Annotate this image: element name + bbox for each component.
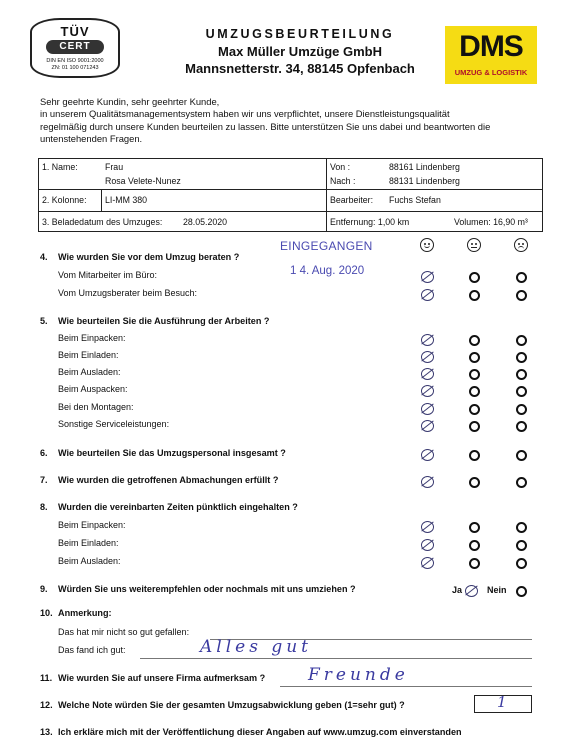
rating-radio[interactable] <box>516 290 527 301</box>
rating-radio[interactable] <box>469 522 480 533</box>
intro-line-2: in unserem Qualitätsmanagementsystem haben wir uns verpflichtet, unsere Dienstleistungsqualität <box>40 108 450 120</box>
company-address: Mannsnetterstr. 34, 88145 Opfenbach <box>185 61 415 76</box>
rating-radio[interactable] <box>469 421 480 432</box>
beladedatum-label: 3. Beladedatum des Umzuges: <box>42 217 163 227</box>
question-number: 4. <box>40 252 48 262</box>
tuv-logo-text: TÜV <box>60 24 90 39</box>
bearbeiter-label: Bearbeiter: <box>330 195 374 205</box>
table-divider <box>101 189 102 211</box>
tuv-cert-band: CERT <box>46 40 104 54</box>
q5-sub-auspacken: Beim Auspacken: <box>58 384 128 394</box>
rating-radio[interactable] <box>469 540 480 551</box>
grade-box[interactable] <box>474 695 532 713</box>
customer-name: Rosa Velete-Nunez <box>105 176 181 186</box>
q5-sub-einpacken: Beim Einpacken: <box>58 333 126 343</box>
tuv-iso-line: DIN EN ISO 9001:2000 <box>46 58 104 64</box>
rating-radio[interactable] <box>516 352 527 363</box>
question-number: 11. <box>40 673 53 683</box>
von-value: 88161 Lindenberg <box>389 162 460 172</box>
rating-radio[interactable] <box>469 290 480 301</box>
rating-checkmark[interactable] <box>421 289 434 301</box>
rating-checkmark[interactable] <box>421 368 434 380</box>
rating-radio[interactable] <box>469 335 480 346</box>
question-text: Wie wurden Sie vor dem Umzug beraten ? <box>58 252 240 262</box>
q8-sub-einladen: Beim Einladen: <box>58 538 119 548</box>
nach-value: 88131 Lindenberg <box>389 176 460 186</box>
rating-radio[interactable] <box>516 540 527 551</box>
question-number: 12. <box>40 700 53 710</box>
q8-sub-ausladen: Beim Ausladen: <box>58 556 121 566</box>
dms-logo-text: DMS <box>459 30 523 63</box>
document-title: UMZUGSBEURTEILUNG <box>205 27 395 41</box>
received-stamp: EINGEGANGEN <box>280 239 373 253</box>
rating-radio[interactable] <box>469 352 480 363</box>
ja-label: Ja <box>452 585 463 595</box>
customer-info-table <box>38 158 543 232</box>
rating-radio[interactable] <box>469 558 480 569</box>
q10-good-label: Das fand ich gut: <box>58 645 126 655</box>
rating-radio[interactable] <box>516 450 527 461</box>
document-title-block <box>140 27 460 76</box>
nein-radio[interactable] <box>516 586 527 597</box>
q10-good-answer[interactable]: Alles gut <box>200 637 313 657</box>
company-name: Max Müller Umzüge GmbH <box>218 44 382 59</box>
rating-checkmark[interactable] <box>421 557 434 569</box>
q5-sub-montagen: Bei den Montagen: <box>58 402 134 412</box>
rating-checkmark[interactable] <box>421 476 434 488</box>
q5-sub-ausladen: Beim Ausladen: <box>58 367 121 377</box>
rating-radio[interactable] <box>516 522 527 533</box>
nein-label: Nein <box>487 585 507 595</box>
rating-checkmark[interactable] <box>421 420 434 432</box>
intro-line-1: Sehr geehrte Kundin, sehr geehrter Kunde, <box>40 96 220 107</box>
kolonne-label: 2. Kolonne: <box>42 195 87 205</box>
rating-radio[interactable] <box>469 386 480 397</box>
question-text: Welche Note würden Sie der gesamten Umzugsabwicklung geben (1=sehr gut) ? <box>58 700 405 710</box>
rating-checkmark[interactable] <box>421 385 434 397</box>
question-number: 8. <box>40 502 48 512</box>
rating-radio[interactable] <box>516 558 527 569</box>
volumen: Volumen: 16,90 m³ <box>454 217 528 227</box>
question-text: Wie beurteilen Sie das Umzugspersonal insgesamt ? <box>58 448 286 458</box>
rating-checkmark[interactable] <box>421 271 434 283</box>
table-divider <box>39 211 542 212</box>
rating-checkmark[interactable] <box>421 334 434 346</box>
nach-label: Nach : <box>330 176 356 186</box>
entfernung: Entfernung: 1,00 km <box>330 217 410 227</box>
von-label: Von : <box>330 162 351 172</box>
rating-radio[interactable] <box>469 450 480 461</box>
rating-checkmark[interactable] <box>421 403 434 415</box>
q5-sub-service: Sonstige Serviceleistungen: <box>58 419 170 429</box>
rating-radio[interactable] <box>516 369 527 380</box>
kolonne-value: LI-MM 380 <box>105 195 148 205</box>
rating-radio[interactable] <box>469 477 480 488</box>
dms-logo-subtitle: UMZUG & LOGISTIK <box>454 68 528 77</box>
tuv-zn-line: ZN: 01 100 071243 <box>51 65 99 71</box>
table-divider <box>39 189 542 190</box>
intro-line-3: regelmäßig durch unsere Kunden beurteilen zu lassen. Bitte unterstützen Sie uns dabei und beantworten die <box>40 120 491 132</box>
neutral-face-icon <box>467 238 481 252</box>
question-number: 7. <box>40 475 48 485</box>
question-number: 5. <box>40 316 48 326</box>
rating-radio[interactable] <box>516 477 527 488</box>
q8-sub-einpacken: Beim Einpacken: <box>58 520 126 530</box>
rating-radio[interactable] <box>516 404 527 415</box>
question-text: Ich erkläre mich mit der Veröffentlichung dieser Angaben auf www.umzug.com einverstanden <box>58 727 462 737</box>
rating-radio[interactable] <box>469 272 480 283</box>
name-label: 1. Name: <box>42 162 78 172</box>
rating-radio[interactable] <box>516 272 527 283</box>
rating-checkmark[interactable] <box>421 521 434 533</box>
question-text: Wurden die vereinbarten Zeiten pünktlich eingehalten ? <box>58 502 298 512</box>
sad-face-icon <box>514 238 528 252</box>
question-text: Wie wurden Sie auf unsere Firma aufmerksam ? <box>58 673 266 683</box>
ja-checkmark[interactable] <box>465 585 478 597</box>
rating-radio[interactable] <box>516 335 527 346</box>
question-number: 6. <box>40 448 48 458</box>
question-text: Wie wurden die getroffenen Abmachungen erfüllt ? <box>58 475 279 485</box>
dms-logo <box>445 26 537 84</box>
bearbeiter-value: Fuchs Stefan <box>389 195 441 205</box>
rating-radio[interactable] <box>469 404 480 415</box>
question-text: Wie beurteilen Sie die Ausführung der Arbeiten ? <box>58 316 270 326</box>
q12-grade-answer: 1 <box>497 693 511 711</box>
answer-line <box>280 686 532 687</box>
beladedatum-value: 28.05.2020 <box>183 217 228 227</box>
question-number: 9. <box>40 584 48 594</box>
name-title: Frau <box>105 162 124 172</box>
rating-checkmark[interactable] <box>421 449 434 461</box>
rating-radio[interactable] <box>469 369 480 380</box>
q4-sub-visit: Vom Umzugsberater beim Besuch: <box>58 288 198 298</box>
rating-checkmark[interactable] <box>421 351 434 363</box>
answer-line <box>140 658 532 659</box>
happy-face-icon <box>420 238 434 252</box>
question-text: Würden Sie uns weiterempfehlen oder nochmals mit uns umziehen ? <box>58 584 356 594</box>
received-stamp-date: 1 4. Aug. 2020 <box>290 265 365 277</box>
tuv-cert-logo <box>30 18 120 78</box>
question-number: 10. <box>40 608 53 618</box>
question-number: 13. <box>40 727 53 737</box>
q11-answer[interactable]: Freunde <box>308 665 409 685</box>
rating-radio[interactable] <box>516 421 527 432</box>
question-text: Anmerkung: <box>58 608 112 618</box>
intro-line-4: untenstehenden Fragen. <box>40 132 143 144</box>
rating-checkmark[interactable] <box>421 539 434 551</box>
intro-text <box>40 96 550 145</box>
q10-not-good-label: Das hat mir nicht so gut gefallen: <box>58 627 190 637</box>
rating-radio[interactable] <box>516 386 527 397</box>
q4-sub-office: Vom Mitarbeiter im Büro: <box>58 270 158 280</box>
q5-sub-einladen: Beim Einladen: <box>58 350 119 360</box>
table-divider <box>326 159 327 231</box>
